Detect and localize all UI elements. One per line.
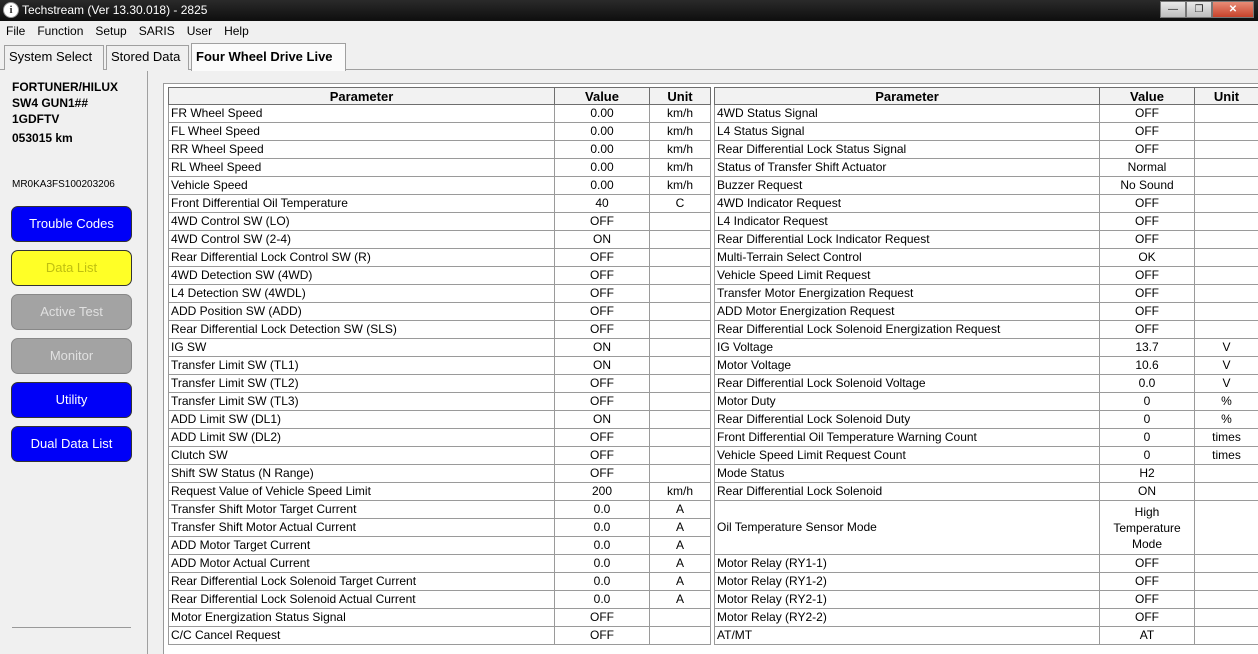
value-cell: OFF: [1100, 609, 1195, 627]
unit-cell: km/h: [650, 159, 711, 177]
unit-cell: [1195, 123, 1258, 141]
parameter-cell: Rear Differential Lock Solenoid Target Current: [169, 573, 555, 591]
value-cell: OFF: [1100, 285, 1195, 303]
parameter-cell: Front Differential Oil Temperature Warning Count: [715, 429, 1100, 447]
menu-function[interactable]: Function: [37, 24, 84, 38]
unit-cell: [1195, 177, 1258, 195]
table-row[interactable]: [715, 177, 1258, 195]
parameter-cell: Transfer Motor Energization Request: [715, 285, 1100, 303]
table-row[interactable]: [715, 195, 1258, 213]
column-header-value[interactable]: Value: [555, 88, 650, 105]
parameter-cell: ADD Limit SW (DL1): [169, 411, 555, 429]
table-row[interactable]: [715, 249, 1258, 267]
table-row[interactable]: [715, 447, 1258, 465]
value-cell: H2: [1100, 465, 1195, 483]
tab-bar: [0, 42, 1258, 70]
parameter-cell: Transfer Shift Motor Target Current: [169, 501, 555, 519]
parameter-cell: Motor Duty: [715, 393, 1100, 411]
unit-cell: [650, 357, 711, 375]
value-cell: OK: [1100, 249, 1195, 267]
table-row[interactable]: [169, 123, 711, 141]
value-cell: 0.00: [555, 105, 650, 123]
parameter-cell: Rear Differential Lock Detection SW (SLS): [169, 321, 555, 339]
table-row[interactable]: [169, 285, 711, 303]
unit-cell: [1195, 285, 1258, 303]
parameter-cell: L4 Detection SW (4WDL): [169, 285, 555, 303]
table-row[interactable]: [169, 537, 711, 555]
table-row[interactable]: [715, 393, 1258, 411]
parameter-cell: L4 Indicator Request: [715, 213, 1100, 231]
table-row[interactable]: [169, 159, 711, 177]
sidebar-divider: [12, 627, 131, 628]
parameter-cell: Vehicle Speed Limit Request: [715, 267, 1100, 285]
table-row[interactable]: [169, 501, 711, 519]
unit-cell: times: [1195, 429, 1258, 447]
value-cell: OFF: [1100, 123, 1195, 141]
unit-cell: [650, 285, 711, 303]
unit-cell: [1195, 609, 1258, 627]
value-cell: 0.00: [555, 123, 650, 141]
data-table-right: [714, 87, 1258, 645]
value-cell: OFF: [555, 249, 650, 267]
table-row[interactable]: [715, 627, 1258, 645]
value-cell: OFF: [555, 267, 650, 285]
parameter-cell: Multi-Terrain Select Control: [715, 249, 1100, 267]
table-row[interactable]: [715, 375, 1258, 393]
value-cell: OFF: [1100, 321, 1195, 339]
unit-cell: [1195, 159, 1258, 177]
unit-cell: [650, 609, 711, 627]
column-header-unit[interactable]: Unit: [650, 88, 711, 105]
value-cell: OFF: [555, 627, 650, 645]
parameter-cell: ADD Motor Actual Current: [169, 555, 555, 573]
table-row[interactable]: [169, 195, 711, 213]
value-cell: OFF: [1100, 267, 1195, 285]
value-cell: OFF: [1100, 141, 1195, 159]
table-header-row: [715, 88, 1258, 105]
value-cell: OFF: [555, 393, 650, 411]
table-row[interactable]: [169, 303, 711, 321]
parameter-cell: 4WD Control SW (2-4): [169, 231, 555, 249]
unit-cell: [650, 429, 711, 447]
column-header-parameter[interactable]: Parameter: [169, 88, 555, 105]
unit-cell: A: [650, 555, 711, 573]
vehicle-model: FORTUNER/HILUX: [12, 80, 118, 94]
value-cell: OFF: [1100, 303, 1195, 321]
parameter-cell: Request Value of Vehicle Speed Limit: [169, 483, 555, 501]
parameter-cell: Transfer Limit SW (TL3): [169, 393, 555, 411]
vehicle-vin: MR0KA3FS100203206: [12, 179, 115, 190]
menu-help[interactable]: Help: [224, 24, 249, 38]
unit-cell: A: [650, 591, 711, 609]
active-test-button: Active Test: [11, 294, 132, 330]
unit-cell: %: [1195, 393, 1258, 411]
table-row[interactable]: [715, 321, 1258, 339]
parameter-cell: Rear Differential Lock Solenoid Voltage: [715, 375, 1100, 393]
table-row[interactable]: [169, 177, 711, 195]
unit-cell: V: [1195, 357, 1258, 375]
unit-cell: A: [650, 519, 711, 537]
value-cell: 0.0: [555, 519, 650, 537]
parameter-cell: Rear Differential Lock Solenoid Duty: [715, 411, 1100, 429]
unit-cell: V: [1195, 375, 1258, 393]
table-row[interactable]: [169, 141, 711, 159]
value-cell: OFF: [1100, 231, 1195, 249]
table-row[interactable]: [715, 609, 1258, 627]
table-row[interactable]: [715, 465, 1258, 483]
parameter-cell: ADD Motor Target Current: [169, 537, 555, 555]
value-cell: 0.0: [555, 555, 650, 573]
parameter-cell: Rear Differential Lock Indicator Request: [715, 231, 1100, 249]
table-row[interactable]: [715, 123, 1258, 141]
unit-cell: [650, 231, 711, 249]
minimize-icon[interactable]: —: [1160, 1, 1186, 18]
unit-cell: [650, 267, 711, 285]
table-row[interactable]: [715, 213, 1258, 231]
table-row[interactable]: [169, 411, 711, 429]
value-cell: OFF: [555, 465, 650, 483]
tab-four-wheel-drive-live[interactable]: Four Wheel Drive Live: [191, 43, 346, 71]
parameter-cell: ADD Limit SW (DL2): [169, 429, 555, 447]
unit-cell: [1195, 465, 1258, 483]
vehicle-odometer: 053015 km: [12, 131, 73, 145]
value-cell: 0.0: [1100, 375, 1195, 393]
parameter-cell: L4 Status Signal: [715, 123, 1100, 141]
unit-cell: km/h: [650, 483, 711, 501]
table-row[interactable]: [715, 483, 1258, 501]
parameter-cell: Rear Differential Lock Solenoid Actual Current: [169, 591, 555, 609]
app-icon: i: [3, 2, 19, 18]
close-icon[interactable]: ✕: [1212, 1, 1254, 18]
unit-cell: A: [650, 573, 711, 591]
unit-cell: [1195, 483, 1258, 501]
parameter-cell: FL Wheel Speed: [169, 123, 555, 141]
parameter-cell: Rear Differential Lock Status Signal: [715, 141, 1100, 159]
parameter-cell: Vehicle Speed Limit Request Count: [715, 447, 1100, 465]
table-row[interactable]: [169, 573, 711, 591]
menu-saris[interactable]: SARIS: [138, 24, 175, 38]
tab-stored-data[interactable]: Stored Data: [106, 45, 189, 70]
parameter-cell: Mode Status: [715, 465, 1100, 483]
table-row[interactable]: [715, 555, 1258, 573]
unit-cell: km/h: [650, 105, 711, 123]
table-row[interactable]: [715, 339, 1258, 357]
column-header-value[interactable]: Value: [1100, 88, 1195, 105]
parameter-cell: Status of Transfer Shift Actuator: [715, 159, 1100, 177]
parameter-cell: Vehicle Speed: [169, 177, 555, 195]
parameter-cell: Transfer Shift Motor Actual Current: [169, 519, 555, 537]
parameter-cell: Rear Differential Lock Control SW (R): [169, 249, 555, 267]
table-row[interactable]: [715, 411, 1258, 429]
parameter-cell: 4WD Indicator Request: [715, 195, 1100, 213]
parameter-cell: IG Voltage: [715, 339, 1100, 357]
unit-cell: [650, 627, 711, 645]
menu-setup[interactable]: Setup: [95, 24, 127, 38]
unit-cell: [650, 321, 711, 339]
value-cell: 200: [555, 483, 650, 501]
unit-cell: [1195, 231, 1258, 249]
table-row[interactable]: [169, 609, 711, 627]
table-row[interactable]: [715, 501, 1258, 555]
unit-cell: [1195, 321, 1258, 339]
unit-cell: km/h: [650, 177, 711, 195]
value-cell: 0: [1100, 411, 1195, 429]
parameter-cell: Motor Energization Status Signal: [169, 609, 555, 627]
window-controls: [1160, 1, 1254, 19]
value-cell: OFF: [555, 213, 650, 231]
value-cell: ON: [555, 339, 650, 357]
table-row[interactable]: [169, 249, 711, 267]
unit-cell: V: [1195, 339, 1258, 357]
value-cell: 40: [555, 195, 650, 213]
unit-cell: km/h: [650, 123, 711, 141]
value-cell: OFF: [555, 303, 650, 321]
parameter-cell: Rear Differential Lock Solenoid Energization Request: [715, 321, 1100, 339]
menu-user[interactable]: User: [186, 24, 213, 38]
parameter-cell: Transfer Limit SW (TL1): [169, 357, 555, 375]
menu-file[interactable]: File: [6, 24, 26, 38]
value-cell: 0.0: [555, 537, 650, 555]
parameter-cell: C/C Cancel Request: [169, 627, 555, 645]
table-row[interactable]: [715, 303, 1258, 321]
value-cell: ON: [555, 231, 650, 249]
column-header-parameter[interactable]: Parameter: [715, 88, 1100, 105]
unit-cell: [1195, 141, 1258, 159]
value-cell: No Sound: [1100, 177, 1195, 195]
value-cell: OFF: [555, 447, 650, 465]
value-cell: 0: [1100, 393, 1195, 411]
table-row[interactable]: [169, 519, 711, 537]
monitor-button: Monitor: [11, 338, 132, 374]
unit-cell: [1195, 555, 1258, 573]
table-row[interactable]: [169, 429, 711, 447]
restore-icon[interactable]: ❐: [1186, 1, 1212, 18]
value-cell: 0: [1100, 447, 1195, 465]
utility-button[interactable]: Utility: [11, 382, 132, 418]
parameter-cell: Oil Temperature Sensor Mode: [715, 501, 1100, 555]
parameter-cell: Motor Voltage: [715, 357, 1100, 375]
table-header-row: [169, 88, 711, 105]
tab-system-select[interactable]: System Select: [4, 45, 104, 70]
unit-cell: [1195, 573, 1258, 591]
parameter-cell: AT/MT: [715, 627, 1100, 645]
value-cell: 0.00: [555, 177, 650, 195]
unit-cell: [650, 411, 711, 429]
value-cell: OFF: [1100, 105, 1195, 123]
value-cell: 0.0: [555, 573, 650, 591]
value-cell: OFF: [1100, 555, 1195, 573]
unit-cell: A: [650, 501, 711, 519]
unit-cell: [650, 303, 711, 321]
value-cell: ON: [555, 357, 650, 375]
table-row[interactable]: [169, 465, 711, 483]
unit-cell: [650, 465, 711, 483]
table-row[interactable]: [715, 159, 1258, 177]
table-row[interactable]: [715, 429, 1258, 447]
value-cell: 10.6: [1100, 357, 1195, 375]
table-row[interactable]: [715, 231, 1258, 249]
unit-cell: [1195, 501, 1258, 555]
value-cell: Normal: [1100, 159, 1195, 177]
value-cell: 0.00: [555, 141, 650, 159]
table-row[interactable]: [169, 393, 711, 411]
unit-cell: [1195, 267, 1258, 285]
table-row[interactable]: [715, 591, 1258, 609]
parameter-cell: Motor Relay (RY2-2): [715, 609, 1100, 627]
value-cell: OFF: [1100, 195, 1195, 213]
data-list-panel: [163, 83, 1258, 654]
table-row[interactable]: [169, 321, 711, 339]
table-row[interactable]: [169, 591, 711, 609]
unit-cell: [1195, 591, 1258, 609]
unit-cell: [1195, 105, 1258, 123]
window-title: Techstream (Ver 13.30.018) - 2825: [22, 3, 208, 17]
parameter-cell: Motor Relay (RY1-1): [715, 555, 1100, 573]
column-header-unit[interactable]: Unit: [1195, 88, 1258, 105]
value-cell: 13.7: [1100, 339, 1195, 357]
table-row[interactable]: [169, 483, 711, 501]
data-table-left: [168, 87, 711, 645]
value-cell: OFF: [555, 285, 650, 303]
parameter-cell: IG SW: [169, 339, 555, 357]
parameter-cell: Motor Relay (RY1-2): [715, 573, 1100, 591]
value-cell: 0.00: [555, 159, 650, 177]
table-row[interactable]: [169, 267, 711, 285]
table-row[interactable]: [715, 105, 1258, 123]
value-cell: OFF: [1100, 573, 1195, 591]
parameter-cell: RR Wheel Speed: [169, 141, 555, 159]
parameter-cell: Front Differential Oil Temperature: [169, 195, 555, 213]
vehicle-variant: SW4 GUN1##: [12, 96, 89, 110]
parameter-cell: Motor Relay (RY2-1): [715, 591, 1100, 609]
unit-cell: [650, 375, 711, 393]
table-row[interactable]: [715, 357, 1258, 375]
unit-cell: [1195, 213, 1258, 231]
parameter-cell: ADD Motor Energization Request: [715, 303, 1100, 321]
table-row[interactable]: [715, 285, 1258, 303]
parameter-cell: Shift SW Status (N Range): [169, 465, 555, 483]
dual-data-list-button[interactable]: Dual Data List: [11, 426, 132, 462]
parameter-cell: 4WD Control SW (LO): [169, 213, 555, 231]
table-row[interactable]: [715, 267, 1258, 285]
unit-cell: %: [1195, 411, 1258, 429]
unit-cell: [1195, 195, 1258, 213]
value-cell: OFF: [555, 429, 650, 447]
unit-cell: [650, 393, 711, 411]
parameter-cell: ADD Position SW (ADD): [169, 303, 555, 321]
unit-cell: A: [650, 537, 711, 555]
value-cell: 0: [1100, 429, 1195, 447]
unit-cell: [1195, 303, 1258, 321]
value-cell: OFF: [555, 321, 650, 339]
value-cell: OFF: [1100, 591, 1195, 609]
value-cell: OFF: [1100, 213, 1195, 231]
value-cell: AT: [1100, 627, 1195, 645]
table-row[interactable]: [715, 573, 1258, 591]
value-cell: ON: [1100, 483, 1195, 501]
menu-bar: [0, 21, 1258, 42]
table-row[interactable]: [169, 357, 711, 375]
table-row[interactable]: [169, 627, 711, 645]
value-cell: 0.0: [555, 591, 650, 609]
unit-cell: [1195, 249, 1258, 267]
data-list-button[interactable]: Data List: [11, 250, 132, 286]
unit-cell: times: [1195, 447, 1258, 465]
value-cell: ON: [555, 411, 650, 429]
value-cell: 0.0: [555, 501, 650, 519]
title-bar: [0, 0, 1258, 21]
table-row[interactable]: [169, 375, 711, 393]
parameter-cell: RL Wheel Speed: [169, 159, 555, 177]
parameter-cell: 4WD Detection SW (4WD): [169, 267, 555, 285]
parameter-cell: Clutch SW: [169, 447, 555, 465]
unit-cell: [650, 447, 711, 465]
parameter-cell: Rear Differential Lock Solenoid: [715, 483, 1100, 501]
value-cell: OFF: [555, 375, 650, 393]
table-row[interactable]: [169, 231, 711, 249]
value-cell: OFF: [555, 609, 650, 627]
value-cell: High Temperature Mode: [1100, 501, 1195, 555]
table-row[interactable]: [169, 555, 711, 573]
table-row[interactable]: [715, 141, 1258, 159]
parameter-cell: 4WD Status Signal: [715, 105, 1100, 123]
sidebar: [0, 71, 148, 654]
trouble-codes-button[interactable]: Trouble Codes: [11, 206, 132, 242]
unit-cell: [650, 213, 711, 231]
vehicle-engine: 1GDFTV: [12, 112, 60, 126]
parameter-cell: Buzzer Request: [715, 177, 1100, 195]
table-row[interactable]: [169, 105, 711, 123]
unit-cell: [650, 249, 711, 267]
unit-cell: [1195, 627, 1258, 645]
unit-cell: C: [650, 195, 711, 213]
parameter-cell: FR Wheel Speed: [169, 105, 555, 123]
unit-cell: km/h: [650, 141, 711, 159]
table-row[interactable]: [169, 339, 711, 357]
parameter-cell: Transfer Limit SW (TL2): [169, 375, 555, 393]
unit-cell: [650, 339, 711, 357]
table-row[interactable]: [169, 447, 711, 465]
table-row[interactable]: [169, 213, 711, 231]
